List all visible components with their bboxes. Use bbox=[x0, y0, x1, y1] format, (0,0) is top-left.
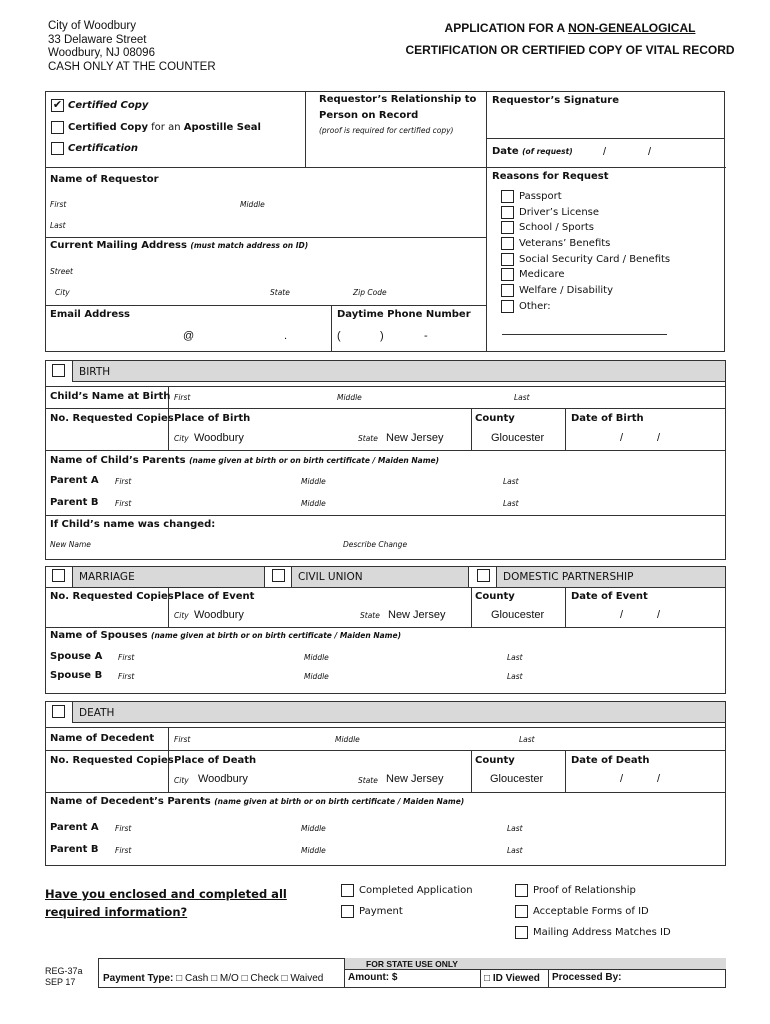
place-label: Place of Birth bbox=[174, 413, 251, 424]
reason-label: Passport bbox=[519, 191, 562, 202]
checklist-item: Acceptable Forms of ID bbox=[533, 906, 649, 917]
date-label: Date of Death bbox=[571, 755, 650, 766]
last-label: Last bbox=[507, 672, 523, 681]
date-sep: / bbox=[620, 432, 624, 444]
form-date-text: SEP 17 bbox=[45, 977, 76, 987]
first-label: First bbox=[50, 200, 67, 209]
phone-open: ( bbox=[337, 330, 341, 342]
parents-label-text: Name of Child’s Parents bbox=[50, 455, 186, 466]
address-line: City of Woodbury bbox=[48, 20, 136, 32]
middle-label: Middle bbox=[335, 735, 360, 744]
requestor-name-label: Name of Requestor bbox=[50, 174, 159, 185]
phone-close: ) bbox=[380, 330, 384, 342]
zip-label: Zip Code bbox=[353, 288, 387, 297]
certified-copy-checkbox[interactable]: ✔ bbox=[52, 99, 63, 111]
payment-checkbox[interactable] bbox=[341, 905, 354, 918]
decedent-parents-text: Name of Decedent’s Parents bbox=[50, 796, 211, 807]
reason-checkbox[interactable] bbox=[501, 221, 514, 234]
city-value: Woodbury bbox=[198, 773, 248, 785]
first-label: First bbox=[118, 672, 135, 681]
reason-checkbox[interactable] bbox=[501, 268, 514, 281]
reason-checkbox[interactable] bbox=[501, 190, 514, 203]
city-label: City bbox=[55, 288, 70, 297]
form-id-text: REG-37a bbox=[45, 966, 83, 976]
last-label: Last bbox=[507, 846, 523, 855]
date-label-text: Date bbox=[492, 146, 519, 157]
spouse-b-label: Spouse B bbox=[50, 670, 103, 681]
apostille-mid: for an bbox=[147, 122, 184, 133]
marriage-checkbox[interactable] bbox=[52, 569, 65, 582]
relationship-note: (proof is required for certified copy) bbox=[319, 126, 454, 135]
checklist-question bbox=[45, 885, 287, 921]
first-label: First bbox=[115, 477, 132, 486]
date-sep: / bbox=[603, 146, 607, 158]
new-name-label: New Name bbox=[50, 540, 91, 549]
city-label: City bbox=[174, 434, 189, 443]
payment-type bbox=[103, 973, 323, 984]
copies-label: No. Requested Copies bbox=[50, 413, 174, 424]
completed-application-checkbox[interactable] bbox=[341, 884, 354, 897]
first-label: First bbox=[174, 735, 191, 744]
last-label: Last bbox=[503, 499, 519, 508]
county-value: Gloucester bbox=[491, 609, 545, 621]
last-label: Last bbox=[50, 221, 66, 230]
decedent-parents-note: (name given at birth or on birth certificate / Maiden Name) bbox=[214, 797, 465, 806]
state-value: New Jersey bbox=[388, 609, 446, 621]
date-sep: / bbox=[657, 432, 661, 444]
processed-by: Processed By: bbox=[552, 972, 622, 983]
middle-label: Middle bbox=[337, 393, 362, 402]
domestic-title: DOMESTIC PARTNERSHIP bbox=[503, 571, 634, 583]
certification-label: Certification bbox=[68, 143, 139, 154]
date-sep: / bbox=[620, 773, 624, 785]
place-label: Place of Death bbox=[174, 755, 257, 766]
death-bar bbox=[72, 701, 726, 723]
question-line: Have you enclosed and completed all bbox=[45, 887, 287, 901]
middle-label: Middle bbox=[301, 499, 326, 508]
form-id bbox=[45, 966, 83, 988]
address-line: Woodbury, NJ 08096 bbox=[48, 47, 155, 59]
reason-checkbox[interactable] bbox=[501, 237, 514, 250]
reason-item bbox=[501, 220, 716, 236]
state-label: State bbox=[358, 434, 378, 443]
parent-b-label: Parent B bbox=[50, 844, 99, 855]
parent-a-label: Parent A bbox=[50, 822, 99, 833]
child-name-label: Child’s Name at Birth bbox=[50, 391, 171, 402]
first-label: First bbox=[174, 393, 191, 402]
date-label bbox=[492, 146, 573, 157]
certification-checkbox[interactable] bbox=[51, 142, 64, 155]
middle-label: Middle bbox=[240, 200, 265, 209]
title-line2: CERTIFICATION OR CERTIFIED COPY OF VITAL RECORD bbox=[405, 43, 735, 57]
spouses-label-text: Name of Spouses bbox=[50, 630, 148, 641]
phone-label: Daytime Phone Number bbox=[337, 309, 471, 320]
office-address bbox=[48, 20, 216, 74]
reason-item bbox=[501, 267, 716, 283]
city-label: City bbox=[174, 776, 189, 785]
reason-checkbox[interactable] bbox=[501, 206, 514, 219]
first-label: First bbox=[115, 824, 132, 833]
state-label: State bbox=[270, 288, 290, 297]
birth-bar bbox=[72, 360, 726, 382]
name-changed-label: If Child’s name was changed: bbox=[50, 519, 216, 530]
city-label: City bbox=[174, 611, 189, 620]
county-label: County bbox=[475, 591, 515, 602]
reasons-list bbox=[501, 189, 716, 315]
payment-type-label: Payment Type: bbox=[103, 973, 174, 984]
reason-item bbox=[501, 189, 716, 205]
last-label: Last bbox=[514, 393, 530, 402]
copies-label: No. Requested Copies bbox=[50, 591, 174, 602]
decedent-parents-label bbox=[50, 796, 464, 807]
mailing-note: (must match address on ID) bbox=[190, 241, 309, 250]
civil-union-checkbox[interactable] bbox=[272, 569, 285, 582]
state-label: State bbox=[360, 611, 380, 620]
apostille-bold: Certified Copy bbox=[68, 122, 148, 133]
checklist-item: Proof of Relationship bbox=[533, 885, 636, 896]
mailing-address-checkbox[interactable] bbox=[515, 926, 528, 939]
checklist-item: Payment bbox=[359, 906, 403, 917]
payment-options: □ Cash □ M/O □ Check □ Waived bbox=[176, 973, 324, 984]
county-label: County bbox=[475, 755, 515, 766]
county-value: Gloucester bbox=[490, 773, 544, 785]
civil-union-title: CIVIL UNION bbox=[298, 571, 363, 583]
middle-label: Middle bbox=[301, 846, 326, 855]
parent-a-label: Parent A bbox=[50, 475, 99, 486]
reason-label: School / Sports bbox=[519, 222, 594, 234]
date-sep: / bbox=[657, 609, 661, 621]
email-at: @ bbox=[183, 330, 195, 342]
describe-change-label: Describe Change bbox=[343, 540, 408, 549]
middle-label: Middle bbox=[301, 824, 326, 833]
spouses-note: (name given at birth or on birth certificate / Maiden Name) bbox=[151, 631, 402, 640]
first-label: First bbox=[118, 653, 135, 662]
date-note: (of request) bbox=[522, 147, 573, 156]
signature-label: Requestor’s Signature bbox=[492, 95, 619, 106]
title-underlined: NON-GENEALOGICAL bbox=[568, 21, 696, 35]
city-value: Woodbury bbox=[194, 432, 244, 444]
spouse-a-label: Spouse A bbox=[50, 651, 103, 662]
form-title bbox=[400, 17, 740, 61]
birth-title: BIRTH bbox=[79, 366, 111, 378]
proof-relationship-checkbox[interactable] bbox=[515, 884, 528, 897]
place-label: Place of Event bbox=[174, 591, 255, 602]
apostille-end: Apostille Seal bbox=[183, 122, 261, 133]
other-line bbox=[502, 334, 667, 335]
email-label: Email Address bbox=[50, 309, 131, 320]
mailing-label bbox=[50, 240, 308, 251]
date-label: Date of Birth bbox=[571, 413, 644, 424]
reason-checkbox[interactable] bbox=[501, 300, 514, 313]
state-label: State bbox=[358, 776, 378, 785]
state-value: New Jersey bbox=[386, 773, 444, 785]
apostille-label bbox=[68, 122, 261, 133]
title-prefix: APPLICATION FOR A bbox=[444, 21, 569, 35]
middle-label: Middle bbox=[304, 672, 329, 681]
state-use-label: FOR STATE USE ONLY bbox=[366, 959, 458, 969]
question-line: required information? bbox=[45, 905, 188, 919]
address-line: CASH ONLY AT THE COUNTER bbox=[48, 60, 216, 73]
reason-item bbox=[501, 299, 716, 315]
domestic-checkbox[interactable] bbox=[477, 569, 490, 582]
phone-dash: - bbox=[424, 330, 428, 342]
apostille-checkbox[interactable] bbox=[51, 121, 64, 134]
last-label: Last bbox=[503, 477, 519, 486]
reason-label: Medicare bbox=[519, 269, 565, 281]
reason-item bbox=[501, 283, 716, 299]
reason-label: Driver’s License bbox=[519, 206, 600, 218]
last-label: Last bbox=[507, 824, 523, 833]
birth-checkbox[interactable] bbox=[52, 364, 65, 377]
first-label: First bbox=[115, 499, 132, 508]
address-line: 33 Delaware Street bbox=[48, 33, 147, 46]
amount-label: Amount: $ bbox=[348, 972, 398, 983]
parents-label bbox=[50, 455, 439, 466]
reason-label: Social Security Card / Benefits bbox=[519, 253, 671, 265]
county-value: Gloucester bbox=[491, 432, 545, 444]
relationship-label-2: Person on Record bbox=[319, 110, 419, 121]
date-sep: / bbox=[648, 146, 652, 158]
spouses-label bbox=[50, 630, 401, 641]
relationship-label-1: Requestor’s Relationship to bbox=[319, 94, 477, 105]
date-label: Date of Event bbox=[571, 591, 648, 602]
mailing-label-text: Current Mailing Address bbox=[50, 240, 187, 251]
reason-label: Welfare / Disability bbox=[519, 285, 613, 297]
date-sep: / bbox=[620, 609, 624, 621]
marriage-title: MARRIAGE bbox=[79, 571, 135, 583]
last-label: Last bbox=[507, 653, 523, 662]
state-value: New Jersey bbox=[386, 432, 444, 444]
last-label: Last bbox=[519, 735, 535, 744]
first-label: First bbox=[115, 846, 132, 855]
death-checkbox[interactable] bbox=[52, 705, 65, 718]
decedent-label: Name of Decedent bbox=[50, 733, 155, 744]
copies-label: No. Requested Copies bbox=[50, 755, 174, 766]
reason-item bbox=[501, 252, 716, 268]
acceptable-id-checkbox[interactable] bbox=[515, 905, 528, 918]
parents-note: (name given at birth or on birth certificate / Maiden Name) bbox=[189, 456, 440, 465]
reason-item bbox=[501, 236, 716, 252]
middle-label: Middle bbox=[301, 477, 326, 486]
street-label: Street bbox=[50, 267, 73, 276]
certified-copy-label: Certified Copy bbox=[68, 100, 149, 111]
checklist-item: Mailing Address Matches ID bbox=[533, 927, 671, 938]
city-value: Woodbury bbox=[194, 609, 244, 621]
date-sep: / bbox=[657, 773, 661, 785]
email-dot: . bbox=[284, 330, 288, 342]
death-title: DEATH bbox=[79, 707, 115, 719]
reason-label: Other: bbox=[519, 300, 551, 312]
middle-label: Middle bbox=[304, 653, 329, 662]
reason-item bbox=[501, 205, 716, 221]
parent-b-label: Parent B bbox=[50, 497, 99, 508]
reason-checkbox[interactable] bbox=[501, 253, 514, 266]
checklist-item: Completed Application bbox=[359, 885, 473, 896]
reason-checkbox[interactable] bbox=[501, 284, 514, 297]
county-label: County bbox=[475, 413, 515, 424]
reason-label: Veterans’ Benefits bbox=[519, 238, 611, 250]
id-viewed: □ ID Viewed bbox=[484, 973, 540, 984]
reasons-label: Reasons for Request bbox=[492, 171, 609, 182]
